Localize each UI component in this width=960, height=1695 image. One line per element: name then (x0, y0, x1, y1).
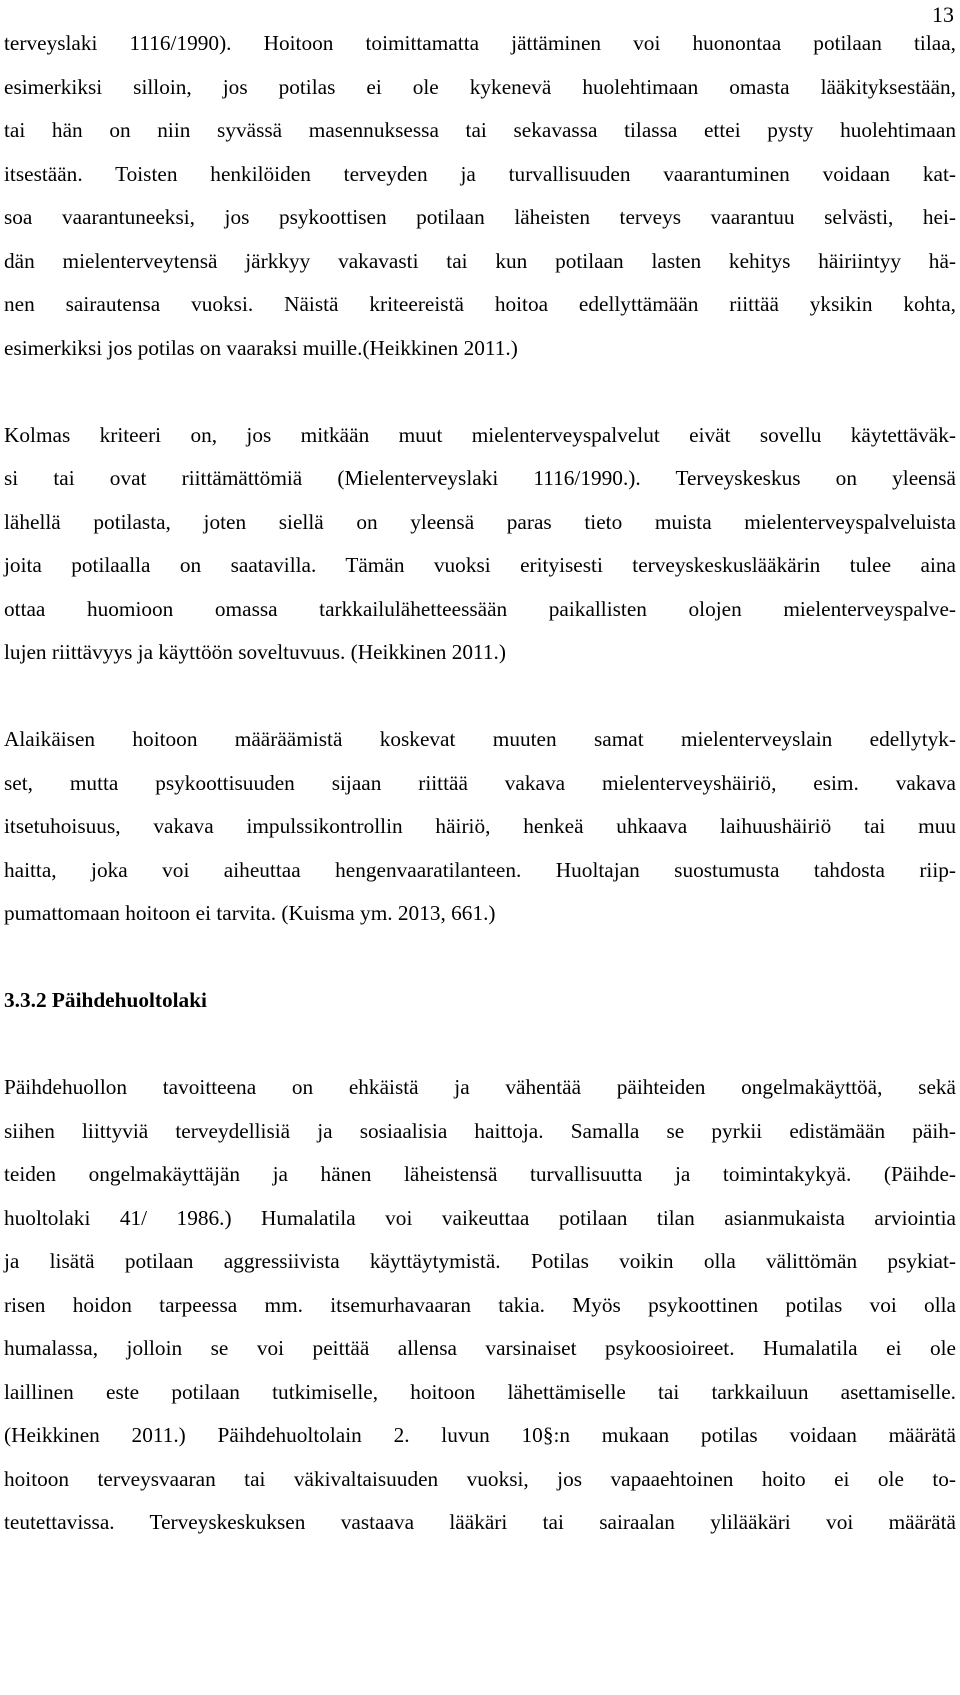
text-line: Kolmas kriteeri on, jos mitkään muut mielenterveyspalvelut eivät sovellu käytettäväk- (4, 422, 956, 447)
text-line: itsetuhoisuus, vakava impulssikontrollin häiriö, henkeä uhkaava laihuushäiriö tai muu (4, 814, 956, 838)
text-line: set, mutta psykoottisuuden sijaan riittää vakava mielenterveyshäiriö, esim. vakava (4, 770, 956, 795)
text-line: terveyslaki 1116/1990). Hoitoon toimittamatta jättäminen voi huonontaa potilaan tilaa, (4, 31, 956, 55)
text-line: teutettavissa. Terveyskeskuksen vastaava lääkäri tai sairaalan ylilääkäri voi määrätä (4, 1510, 956, 1534)
page-content (4, 22, 956, 1545)
text-line: itsestään. Toisten henkilöiden terveyden ja turvallisuuden vaarantuminen voidaan kat- (4, 161, 956, 186)
text-line: haitta, joka voi aiheuttaa hengenvaaratilanteen. Huoltajan suostumusta tahdosta riip- (4, 857, 956, 882)
text-line: huoltolaki 41/ 1986.) Humalatila voi vaikeuttaa potilaan tilan asianmukaista arviointia (4, 1205, 956, 1230)
text-line: Alaikäisen hoitoon määräämistä koskevat muuten samat mielenterveyslain edellytyk- (4, 727, 956, 751)
text-line: (Heikkinen 2011.) Päihdehuoltolain 2. luvun 10§:n mukaan potilas voidaan määrätä (4, 1423, 956, 1447)
text-line: ja lisätä potilaan aggressiivista käyttäytymistä. Potilas voikin olla välittömän psykiat- (4, 1249, 956, 1273)
text-line: humalassa, jolloin se voi peittää allensa varsinaiset psykoosioireet. Humalatila ei ole (4, 1336, 956, 1360)
text-line: esimerkiksi jos potilas on vaaraksi muille.(Heikkinen 2011.) (4, 335, 518, 360)
text-line: hoitoon terveysvaaran tai väkivaltaisuuden vuoksi, jos vapaaehtoinen hoito ei ole to- (4, 1466, 956, 1491)
paragraph-gap (4, 675, 956, 719)
text-line: tai hän on niin syvässä masennuksessa tai sekavassa tilassa ettei pysty huolehtimaan (4, 118, 956, 142)
text-line: risen hoidon tarpeessa mm. itsemurhavaaran takia. Myös psykoottinen potilas voi olla (4, 1292, 956, 1317)
text-line: lähellä potilasta, joten siellä on yleensä paras tieto muista mielenterveyspalveluista (4, 509, 956, 534)
text-line: nen sairautensa vuoksi. Näistä kriteereistä hoitoa edellyttämään riittää yksikin kohta, (4, 292, 956, 316)
text-line: ottaa huomioon omassa tarkkailulähetteessään paikallisten olojen mielenterveyspalve- (4, 596, 956, 621)
text-line: lujen riittävyys ja käyttöön soveltuvuus. (Heikkinen 2011.) (4, 640, 506, 664)
text-line: siihen liittyviä terveydellisiä ja sosiaalisia haittoja. Samalla se pyrkii edistämään päih- (4, 1118, 956, 1143)
text-line: soa vaarantuneeksi, jos psykoottisen potilaan läheisten terveys vaarantuu selvästi, hei- (4, 205, 956, 229)
text-line: pumattomaan hoitoon ei tarvita. (Kuisma ym. 2013, 661.) (4, 901, 496, 925)
text-line: esimerkiksi silloin, jos potilas ei ole kykenevä huolehtimaan omasta lääkityksestään, (4, 74, 956, 99)
paragraph-gap (4, 1023, 956, 1067)
paragraph-3 (4, 718, 956, 936)
text-line: Päihdehuollon tavoitteena on ehkäistä ja vähentää päihteiden ongelmakäyttöä, sekä (4, 1075, 956, 1099)
paragraph-2 (4, 414, 956, 675)
text-line: teiden ongelmakäyttäjän ja hänen läheistensä turvallisuutta ja toimintakykyä. (Päihde- (4, 1162, 956, 1186)
paragraph-gap (4, 370, 956, 414)
paragraph-4 (4, 1066, 956, 1545)
paragraph-gap (4, 936, 956, 980)
text-line: joita potilaalla on saatavilla. Tämän vuoksi erityisesti terveyskeskuslääkärin tulee aina (4, 553, 956, 577)
text-line: laillinen este potilaan tutkimiselle, hoitoon lähettämiselle tai tarkkailuun asettamiselle. (4, 1379, 956, 1404)
paragraph-1 (4, 22, 956, 370)
page-number: 13 (932, 2, 954, 27)
section-heading: 3.3.2 Päihdehuoltolaki (4, 988, 207, 1012)
text-line: si tai ovat riittämättömiä (Mielenterveyslaki 1116/1990.). Terveyskeskus on yleensä (4, 466, 956, 490)
text-line: dän mielenterveytensä järkkyy vakavasti tai kun potilaan lasten kehitys häiriintyy hä- (4, 248, 956, 273)
